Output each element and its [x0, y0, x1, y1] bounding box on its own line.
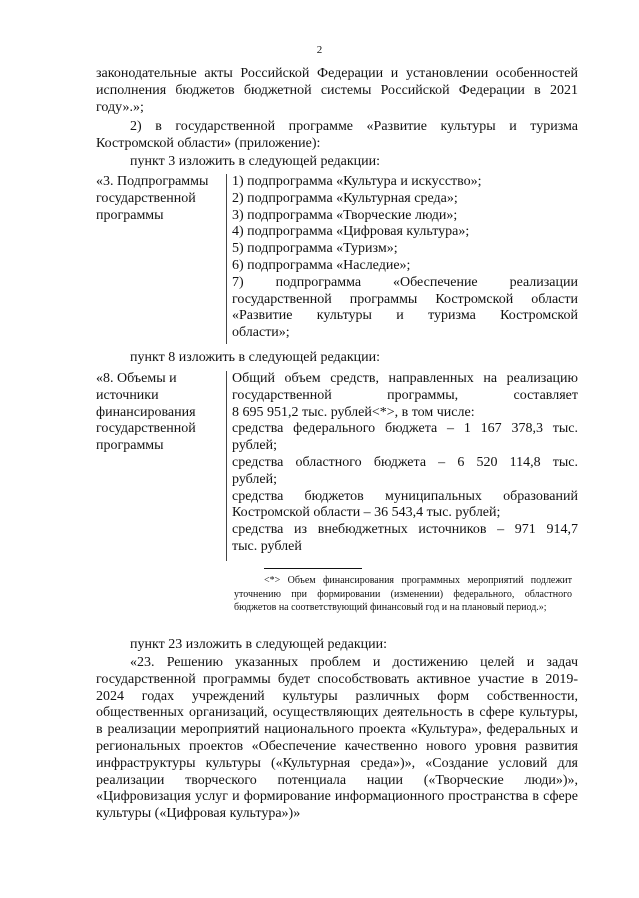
label-line: программы — [96, 438, 164, 454]
finance-line: государственной программы, составляет — [232, 387, 578, 403]
paragraph-point-23-intro: пункт 23 изложить в следующей редакции: — [130, 637, 387, 652]
finance-line: тыс. рублей — [232, 538, 302, 554]
subprogram-item-7-line: «Развитие культуры и туризма Костромской — [232, 308, 578, 324]
label-line: «8. Объемы и — [96, 371, 177, 386]
paragraph-law-continuation: законодательные акты Российской Федерации и установлении особенностей исполнения бюджетов бюджетной системы Российской Федерации в 2021 году».»; — [96, 66, 578, 115]
finance-values-cell — [227, 371, 578, 561]
finance-regional-line: средства областного бюджета – 6 520 114,8 тыс. — [232, 454, 578, 470]
finance-extrabudget-line: средства из внебюджетных источников – 971 914,7 — [232, 522, 578, 538]
finance-label-cell — [96, 371, 227, 561]
finance-federal-line: средства федерального бюджета – 1 167 378,3 тыс. — [232, 421, 578, 437]
paragraph-point-23-text: «23. Решению указанных проблем и достижению целей и задач государственной программы будет способствовать активное участие в 2019-2024 годах учреждений культуры различных форм собственности, общественных организаций, осуществляющих деятельность в сфере культуры, в реализации мероприятий национального проекта «Культура», федеральных и региональных проектов «Обеспечение качественно нового уровня развития инфраструктуры культуры («Культурная среда»)», «Создание условий для реализации творческого потенциала нации («Творческие люди»)», «Цифровизация услуг и формирование информационного пространства в сфере культуры («Цифровая культура»)» — [96, 655, 578, 822]
subprogram-item-7-line: области»; — [232, 325, 290, 341]
paragraph-point-3-intro: пункт 3 изложить в следующей редакции: — [130, 154, 380, 169]
subprogram-item: 6) подпрограмма «Наследие»; — [232, 257, 411, 273]
subprograms-list-cell — [227, 174, 578, 344]
subprograms-table — [96, 174, 578, 344]
finance-line: рублей; — [232, 471, 277, 487]
label-line: источники — [96, 387, 159, 403]
label-line: «3. Подпрограммы — [96, 174, 209, 189]
subprograms-label-cell — [96, 174, 227, 344]
subprogram-item: 4) подпрограмма «Цифровая культура»; — [232, 224, 470, 240]
label-line: программы — [96, 207, 164, 223]
finance-municipal-line: средства бюджетов муниципальных образований — [232, 488, 578, 504]
subprogram-item: 2) подпрограмма «Культурная среда»; — [232, 190, 458, 206]
footnote-text: <*> Объем финансирования программных мероприятий подлежит уточнению при формировании (изменении) федерального, областного бюджетов на соответствующий финансовый год и на плановый период.»; — [234, 575, 572, 613]
paragraph-point-8-intro: пункт 8 изложить в следующей редакции: — [130, 350, 380, 365]
subprogram-item-7-line: 7) подпрограмма «Обеспечение реализации — [232, 274, 578, 290]
subprogram-item: 1) подпрограмма «Культура и искусство»; — [232, 174, 482, 189]
finance-total-line: 8 695 951,2 тыс. рублей<*>, в том числе: — [232, 404, 475, 420]
footnote — [234, 574, 572, 615]
label-line: государственной — [96, 190, 196, 206]
finance-table — [96, 371, 578, 561]
subprogram-item: 3) подпрограмма «Творческие люди»; — [232, 207, 458, 223]
label-line: финансирования — [96, 404, 196, 420]
subprogram-item-7-line: государственной программы Костромской области — [232, 291, 578, 307]
footnote-rule — [264, 568, 362, 569]
label-line: государственной — [96, 421, 196, 437]
finance-line: Общий объем средств, направленных на реализацию — [232, 371, 578, 386]
subprogram-item: 5) подпрограмма «Туризм»; — [232, 241, 398, 257]
finance-line: рублей; — [232, 438, 277, 454]
finance-line: Костромской области – 36 543,4 тыс. рублей; — [232, 505, 501, 521]
paragraph-program-amendment: 2) в государственной программе «Развитие культуры и туризма Костромской области» (приложение): — [96, 119, 578, 151]
page-number: 2 — [316, 44, 323, 56]
